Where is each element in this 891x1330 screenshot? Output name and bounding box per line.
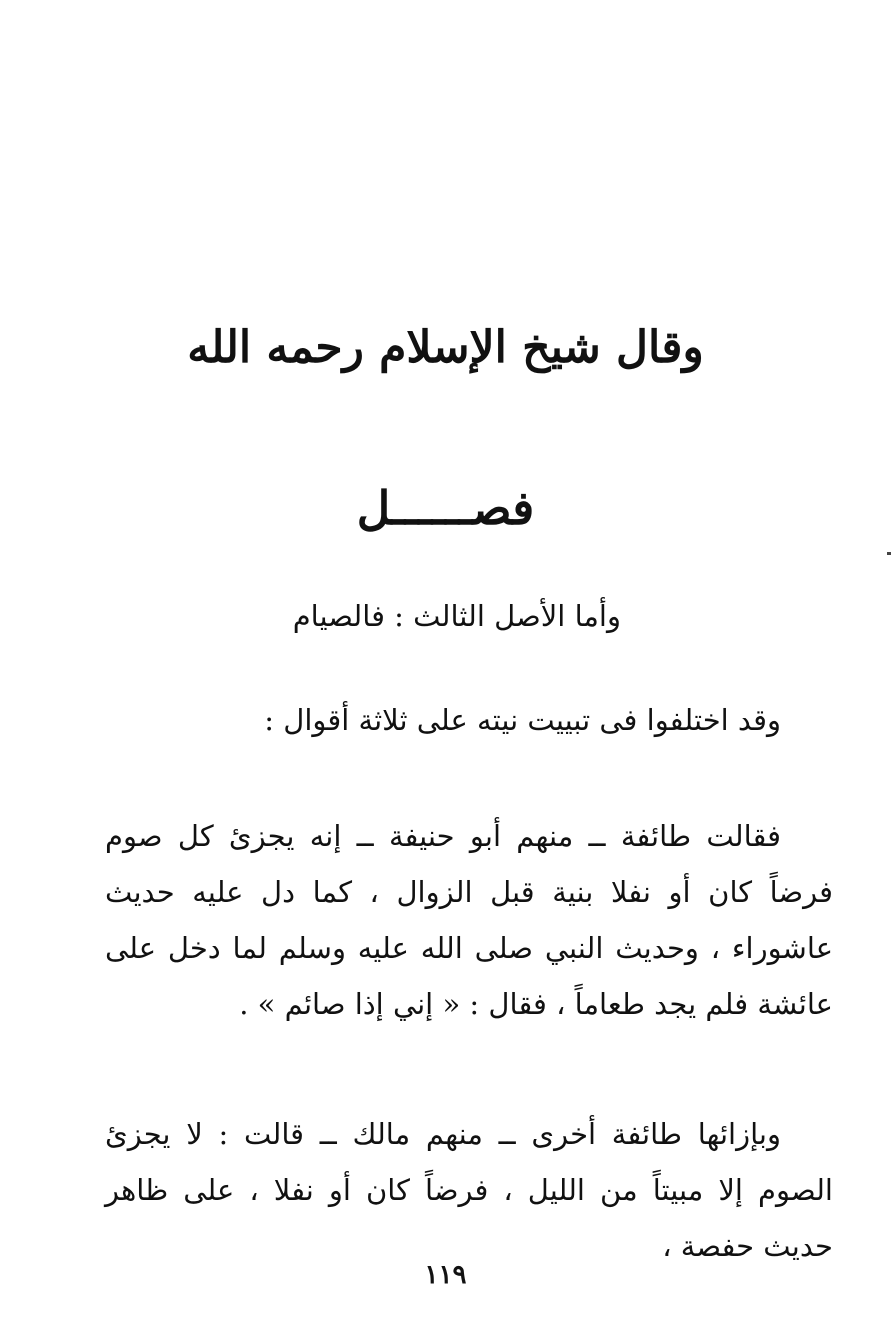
scan-edge-mark (887, 552, 891, 555)
subtitle-line: وأما الأصل الثالث : فالصيام (292, 599, 621, 633)
intro-line: وقد اختلفوا فى تبييت نيته على ثلاثة أقوال : (264, 703, 781, 737)
paragraph-1: فقالت طائفة ــ منهم أبو حنيفة ــ إنه يجزئ كل صوم فرضاً كان أو نفلا بنية قبل الزوال ، كما دل عليه حديث عاشوراء ، وحديث النبي صلى الله عليه وسلم لما دخل على عائشة فلم يجد طعاماً ، فقال : « إني إذا صائم » . (105, 819, 833, 1021)
main-heading: وقال شيخ الإسلام رحمه الله (187, 322, 704, 373)
page-number: ١١٩ (424, 1260, 467, 1290)
section-heading: فصــــــل (356, 481, 535, 535)
paragraph-2: وبإزائها طائفة أخرى ــ منهم مالك ــ قالت : لا يجزئ الصوم إلا مبيتاً من الليل ، فرضاً كان أو نفلا ، على ظاهر حديث حفصة ، (105, 1117, 833, 1263)
